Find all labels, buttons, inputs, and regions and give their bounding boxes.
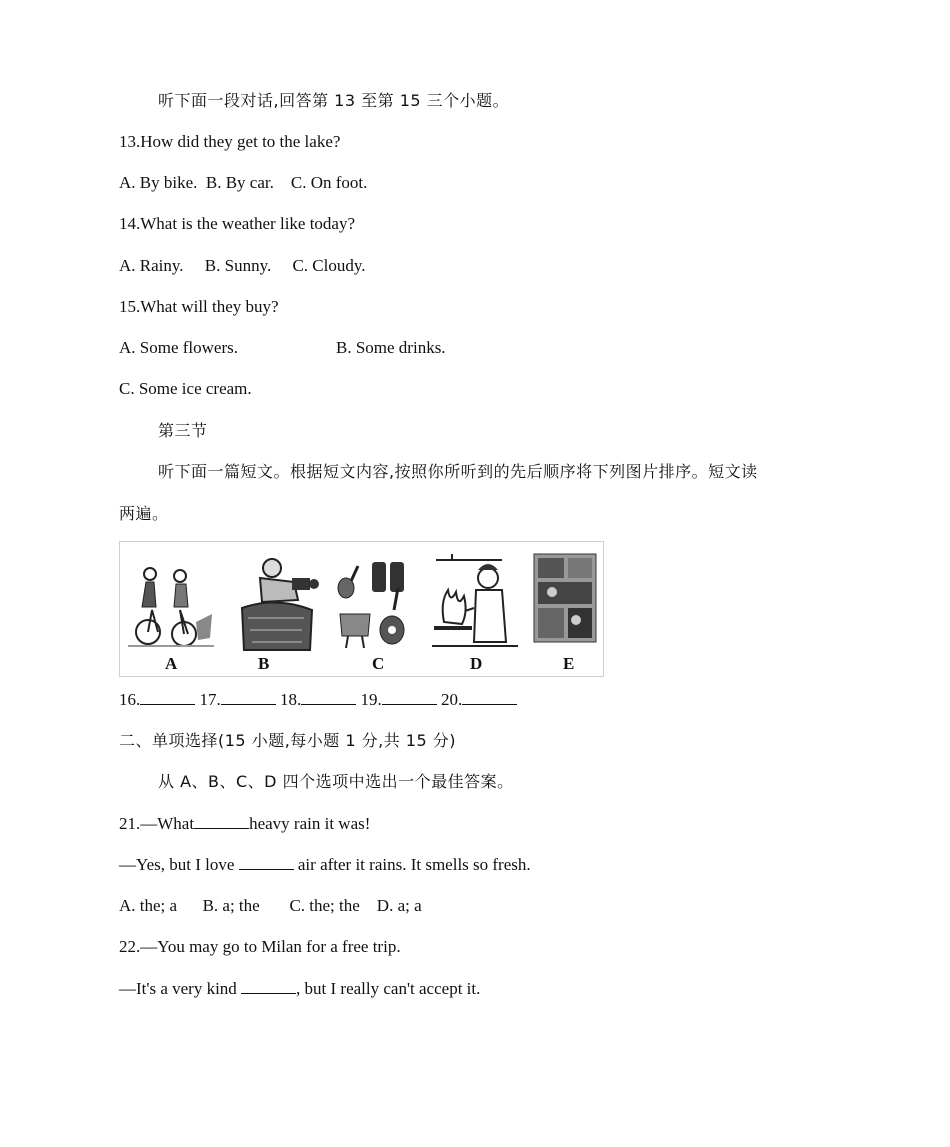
q21-line1-start: 21.—What: [119, 814, 195, 833]
q21-line2: [119, 853, 531, 876]
q21-blank2[interactable]: [239, 853, 294, 870]
section2-intro: 听下面一段对话,回答第 13 至第 15 三个小题。: [158, 91, 510, 110]
blank-16[interactable]: [140, 688, 195, 705]
blank-19-label: 19.: [360, 690, 382, 709]
q21-line1: [119, 812, 370, 835]
blank-20-label: 20.: [441, 690, 463, 709]
q22-line2-end: , but I really can't accept it.: [296, 979, 481, 998]
q21-options: A. the; a B. a; the C. the; the D. a; a: [119, 896, 422, 915]
part2-title: 二、单项选择(15 小题,每小题 1 分,共 15 分): [119, 731, 456, 750]
section3-title: 第三节: [158, 421, 208, 440]
q13-stem: 13.How did they get to the lake?: [119, 132, 341, 151]
picture-label-d: D: [470, 654, 483, 673]
q14-options: A. Rainy. B. Sunny. C. Cloudy.: [119, 256, 366, 275]
cooking-picture: [432, 552, 518, 652]
photo-collage-picture: [532, 552, 602, 652]
blank-16-label: 16.: [119, 690, 141, 709]
musical-instruments-picture: [332, 552, 418, 652]
q15-option-c: C. Some ice cream.: [119, 379, 252, 398]
blank-20[interactable]: [462, 688, 517, 705]
photographer-picture: [232, 552, 322, 652]
blank-17[interactable]: [221, 688, 276, 705]
q22-blank[interactable]: [241, 977, 296, 994]
q15-stem: 15.What will they buy?: [119, 297, 279, 316]
section3-intro-line1: 听下面一篇短文。根据短文内容,按照你所听到的先后顺序将下列图片排序。短文读: [158, 462, 758, 481]
picture-label-c: C: [372, 654, 385, 673]
q21-line2-start: —Yes, but I love: [119, 855, 239, 874]
picture-label-a: A: [165, 654, 178, 673]
blank-18-label: 18.: [280, 690, 302, 709]
q14-stem: 14.What is the weather like today?: [119, 214, 356, 233]
q22-line2-start: —It's a very kind: [119, 979, 242, 998]
section3-intro-line2: 两遍。: [119, 504, 169, 523]
q22-line2: [119, 977, 480, 1000]
picture-label-e: E: [563, 654, 575, 673]
q21-line2-end: air after it rains. It smells so fresh.: [293, 855, 531, 874]
blank-17-label: 17.: [199, 690, 221, 709]
q21-line1-end: heavy rain it was!: [249, 814, 371, 833]
picture-label-b: B: [258, 654, 270, 673]
blank-18[interactable]: [301, 688, 356, 705]
part2-instruction: 从 A、B、C、D 四个选项中选出一个最佳答案。: [158, 772, 514, 791]
q21-blank1[interactable]: [194, 812, 249, 829]
q22-line1: 22.—You may go to Milan for a free trip.: [119, 937, 401, 956]
q15-option-b: B. Some drinks.: [336, 338, 446, 357]
cycling-picture: [128, 552, 214, 652]
picture-strip: [119, 541, 604, 677]
q15-option-a: A. Some flowers.: [119, 338, 238, 357]
blank-19[interactable]: [382, 688, 437, 705]
q13-options: A. By bike. B. By car. C. On foot.: [119, 173, 368, 192]
order-answer-line: [119, 688, 517, 711]
